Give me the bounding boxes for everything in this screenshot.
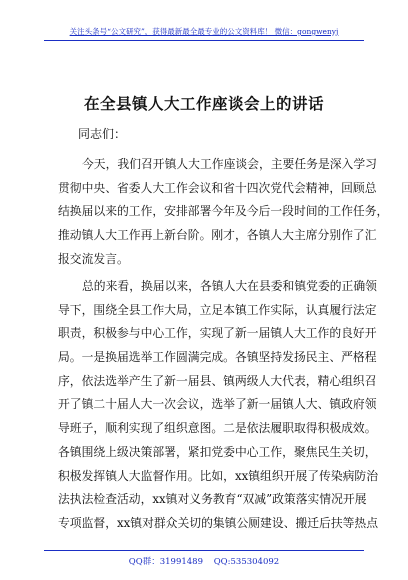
paragraph-line: 贯彻中央、省委人大工作会议和省十四次党代会精神，回顾总: [58, 180, 377, 195]
paragraph-line: 序，依法选举产生了新一届县、镇两级人大代表，精心组织召: [58, 373, 377, 388]
paragraph-line: 积极发挥镇人大监督作用。比如，xx镇组织开展了传染病防治: [58, 468, 379, 483]
paragraph-line: 各镇围绕上级决策部署，紧扣党委中心工作，聚焦民生关切，: [58, 444, 377, 459]
footer-qq-group: QQ群：31991489: [128, 557, 203, 567]
paragraph-line: 专项监督，xx镇对群众关切的集镇公厕建设、搬迁后扶等热点: [58, 515, 379, 530]
paragraph-2: [58, 275, 379, 536]
footer-qq: QQ:535304092: [213, 557, 280, 567]
paragraph-line: 报交流发言。: [58, 251, 129, 266]
header-divider: [44, 40, 364, 41]
paragraph-1: [58, 153, 389, 271]
paragraph-line: 职责，积极参与中心工作，实现了新一届镇人大工作的良好开: [58, 326, 377, 341]
paragraph-line: 开了镇二十届人大一次会议，选举了新一届镇人大、镇政府领: [58, 397, 377, 412]
paragraph-line: 总的来看，换届以来，各镇人大在县委和镇党委的正确领: [82, 279, 377, 293]
paragraph-line: 推动镇人大工作再上新台阶。刚才，各镇人大主席分别作了汇: [58, 228, 377, 243]
document-title: 在全县镇人大工作座谈会上的讲话: [83, 95, 324, 113]
footer-contact: [0, 555, 408, 567]
paragraph-line: 结换届以来的工作，安排部署今年及今后一段时间的工作任务，: [58, 204, 389, 219]
paragraph-line: 今天，我们召开镇人大工作座谈会，主要任务是深入学习: [82, 157, 377, 171]
paragraph-line: 法执法检查活动，xx镇对义务教育“双减”政策落实情况开展: [58, 492, 367, 507]
footer-divider: [44, 550, 364, 551]
salutation: 同志们：: [78, 127, 127, 141]
paragraph-line: 导下，围绕全县工作大局，立足本镇工作实际，认真履行法定: [58, 302, 377, 317]
header-promo-note[interactable]: 关注头条号“公文研究”，获得最新最全最专业的公文资料库！ 微信：gongwenyj: [69, 27, 339, 36]
paragraph-line: 局。一是换届选举工作圆满完成。各镇坚持发扬民主、严格程: [58, 350, 377, 365]
paragraph-line: 导班子，顺利实现了组织意图。二是依法履职取得积极成效。: [58, 421, 377, 436]
